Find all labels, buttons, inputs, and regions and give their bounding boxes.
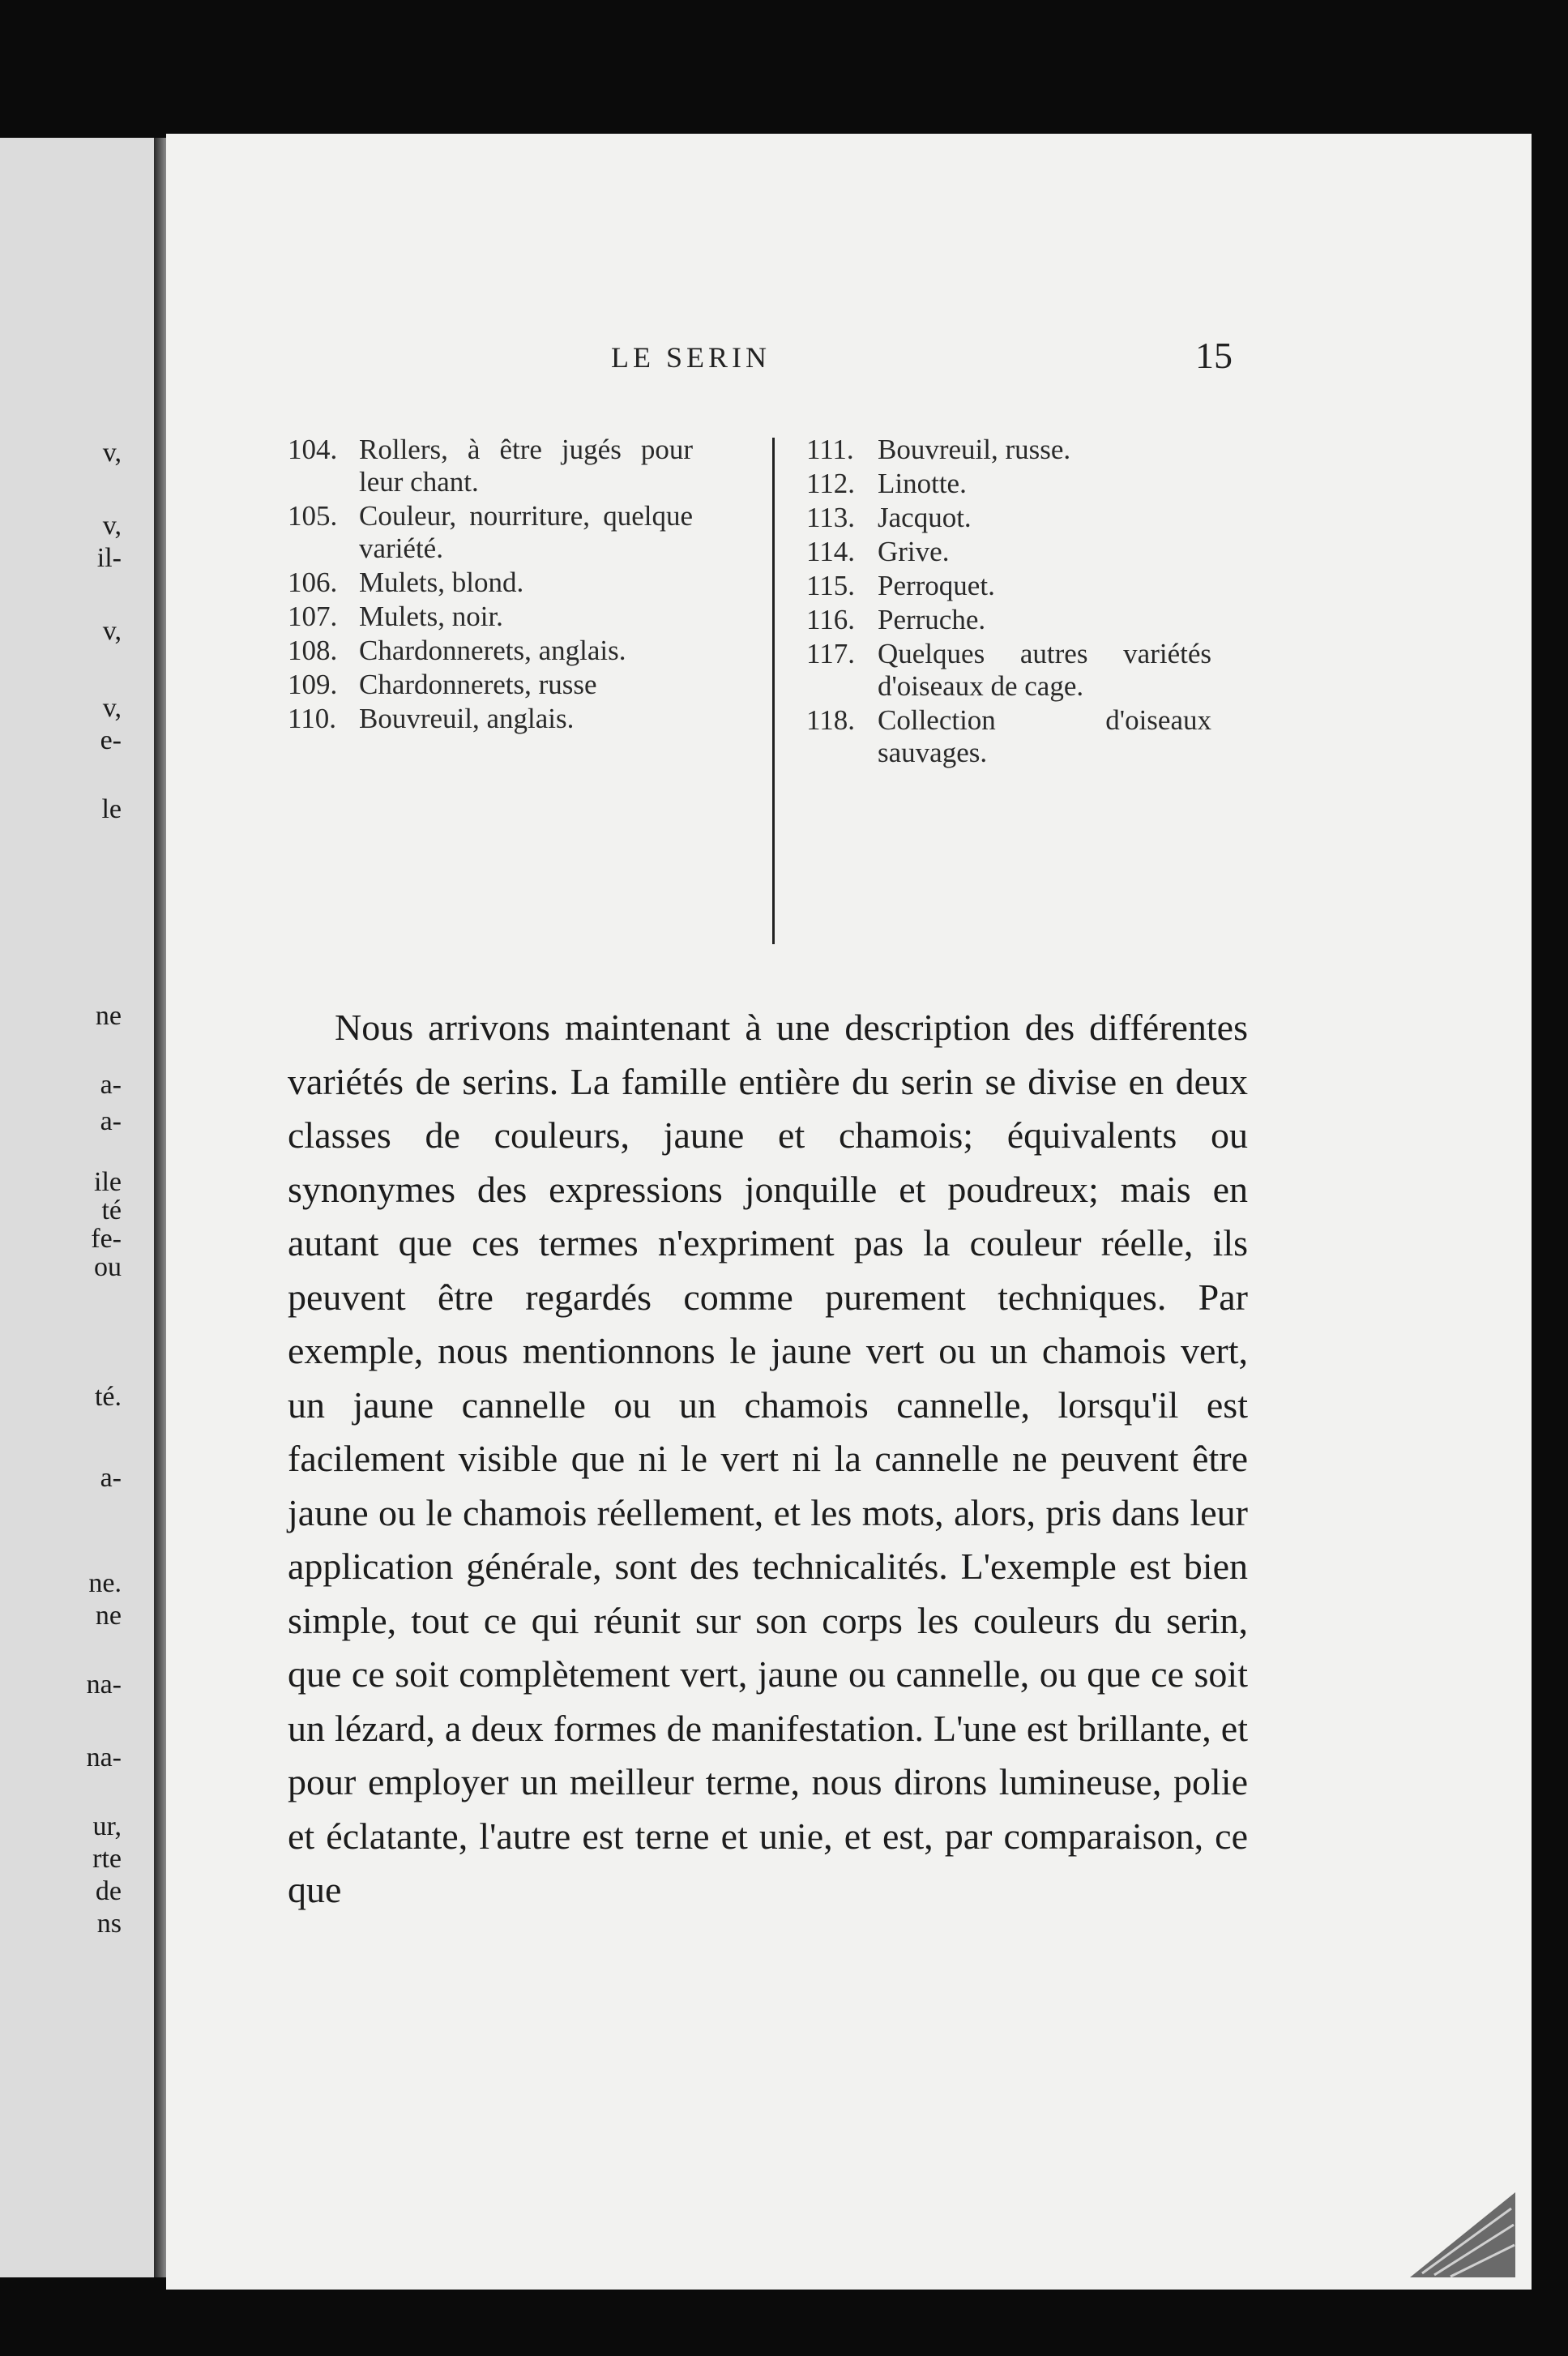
- class-list-item: [806, 468, 1211, 500]
- left-page-fragment: ur,: [92, 1811, 122, 1841]
- class-list-item: [288, 703, 693, 735]
- left-page-fragment: a-: [100, 1070, 122, 1100]
- left-page-fragment: ile: [94, 1167, 122, 1197]
- class-list-item: [288, 635, 693, 667]
- left-page-fragment: le: [101, 794, 122, 824]
- page-number: 15: [1195, 335, 1233, 376]
- left-page-fragment: té.: [94, 1382, 122, 1412]
- left-page-fragment: ns: [96, 1909, 122, 1939]
- left-page-fragment: a-: [100, 1106, 122, 1136]
- class-list-item: [288, 434, 693, 498]
- class-label: Grive.: [878, 536, 950, 567]
- class-number: 111.: [806, 434, 854, 465]
- left-page-fragment: ou: [94, 1252, 122, 1282]
- column-divider: [772, 438, 775, 944]
- class-list-right-column: [806, 434, 1211, 771]
- class-number: 118.: [806, 704, 855, 736]
- class-number: 104.: [288, 434, 338, 465]
- class-number: 115.: [806, 570, 855, 601]
- class-number: 114.: [806, 536, 855, 567]
- class-label: Bouvreuil, anglais.: [359, 703, 575, 734]
- paragraph: Nous arrivons maintenant à une description des différentes variétés de serins. La famille entière du serin se divise en deux classes de couleurs, jaune et chamois; équivalents ou synonymes des expressions jonquille et poudreux; mais en autant que ces termes n'expriment pas la couleur réelle, ils peuvent être regardés comme purement techniques. Par exemple, nous mentionnons le jaune vert ou un chamois vert, un jaune cannelle ou un chamois cannelle, lorsqu'il est facilement visible que ni le vert ni la cannelle ne peuvent être jaune ou le chamois réellement, et les mots, alors, pris dans leur application générale, sont des technicalités. L'exemple est bien simple, tout ce qui réunit sur son corps les couleurs du serin, que ce soit complètement vert, jaune ou cannelle, ou que ce soit un lézard, a deux formes de manifestation. L'une est brillante, et pour employer un meilleur terme, nous dirons lumineuse, polie et éclatante, l'autre est terne et unie, et est, par comparaison, ce que: [288, 1007, 1248, 1910]
- left-page-fragment: il-: [96, 543, 122, 573]
- class-list-item: [806, 536, 1211, 568]
- class-list-item: [288, 601, 693, 633]
- left-page-fragment: rte: [92, 1844, 122, 1874]
- class-list-item: [288, 500, 693, 565]
- class-label: Chardonnerets, anglais.: [359, 635, 626, 666]
- class-number: 110.: [288, 703, 336, 734]
- class-number: 109.: [288, 669, 338, 700]
- class-list-item: [806, 434, 1211, 466]
- class-list-item: [288, 669, 693, 701]
- class-number: 117.: [806, 638, 855, 669]
- left-page-edge: [0, 138, 170, 2277]
- left-page-fragment: v,: [102, 616, 122, 646]
- class-number: 107.: [288, 601, 338, 632]
- left-page-fragment: e-: [100, 725, 122, 755]
- class-label: Chardonnerets, russe: [359, 669, 597, 700]
- class-list-item: [806, 570, 1211, 602]
- left-page-fragment: v,: [102, 438, 122, 468]
- class-label: Jacquot.: [878, 502, 972, 533]
- class-label: Rollers, à être jugés pour leur chant.: [359, 434, 693, 498]
- class-label: Linotte.: [878, 468, 967, 499]
- class-number: 106.: [288, 567, 338, 598]
- left-page-fragment: ne: [95, 1601, 122, 1631]
- class-label: Couleur, nourriture, quelque variété.: [359, 500, 693, 564]
- left-page-fragment: ne.: [88, 1568, 122, 1598]
- right-page: [166, 134, 1532, 2290]
- class-list-item: [806, 502, 1211, 534]
- class-label: Perroquet.: [878, 570, 995, 601]
- left-page-fragment: ne: [95, 1001, 122, 1031]
- left-page-fragment: na-: [86, 1670, 122, 1700]
- class-label: Quelques autres variétés d'oiseaux de cage.: [878, 638, 1211, 702]
- class-label: Bouvreuil, russe.: [878, 434, 1071, 465]
- left-page-fragment: té: [101, 1195, 122, 1225]
- class-label: Collection d'oiseaux sauvages.: [878, 704, 1211, 768]
- class-list-item: [288, 567, 693, 599]
- class-list-item: [806, 604, 1211, 636]
- running-head: LE SERIN: [611, 341, 771, 374]
- page-corner-fold-icon: [1402, 2176, 1523, 2281]
- left-page-fragment: na-: [86, 1742, 122, 1772]
- class-list-item: [806, 704, 1211, 769]
- left-page-fragment: fe-: [91, 1224, 122, 1254]
- class-number: 108.: [288, 635, 338, 666]
- left-page-fragment: v,: [102, 693, 122, 723]
- class-list: [288, 434, 1260, 952]
- class-label: Perruche.: [878, 604, 986, 635]
- left-page-fragment: de: [95, 1876, 122, 1906]
- class-label: Mulets, noir.: [359, 601, 503, 632]
- class-label: Mulets, blond.: [359, 567, 524, 598]
- class-number: 116.: [806, 604, 855, 635]
- class-number: 105.: [288, 500, 338, 532]
- body-text: [288, 1001, 1248, 1918]
- page-header: [166, 335, 1532, 381]
- left-page-fragment: a-: [100, 1463, 122, 1493]
- class-list-left-column: [288, 434, 693, 737]
- class-list-item: [806, 638, 1211, 703]
- left-page-text-fragments: [0, 138, 130, 2277]
- class-number: 112.: [806, 468, 855, 499]
- left-page-fragment: v,: [102, 511, 122, 541]
- class-number: 113.: [806, 502, 855, 533]
